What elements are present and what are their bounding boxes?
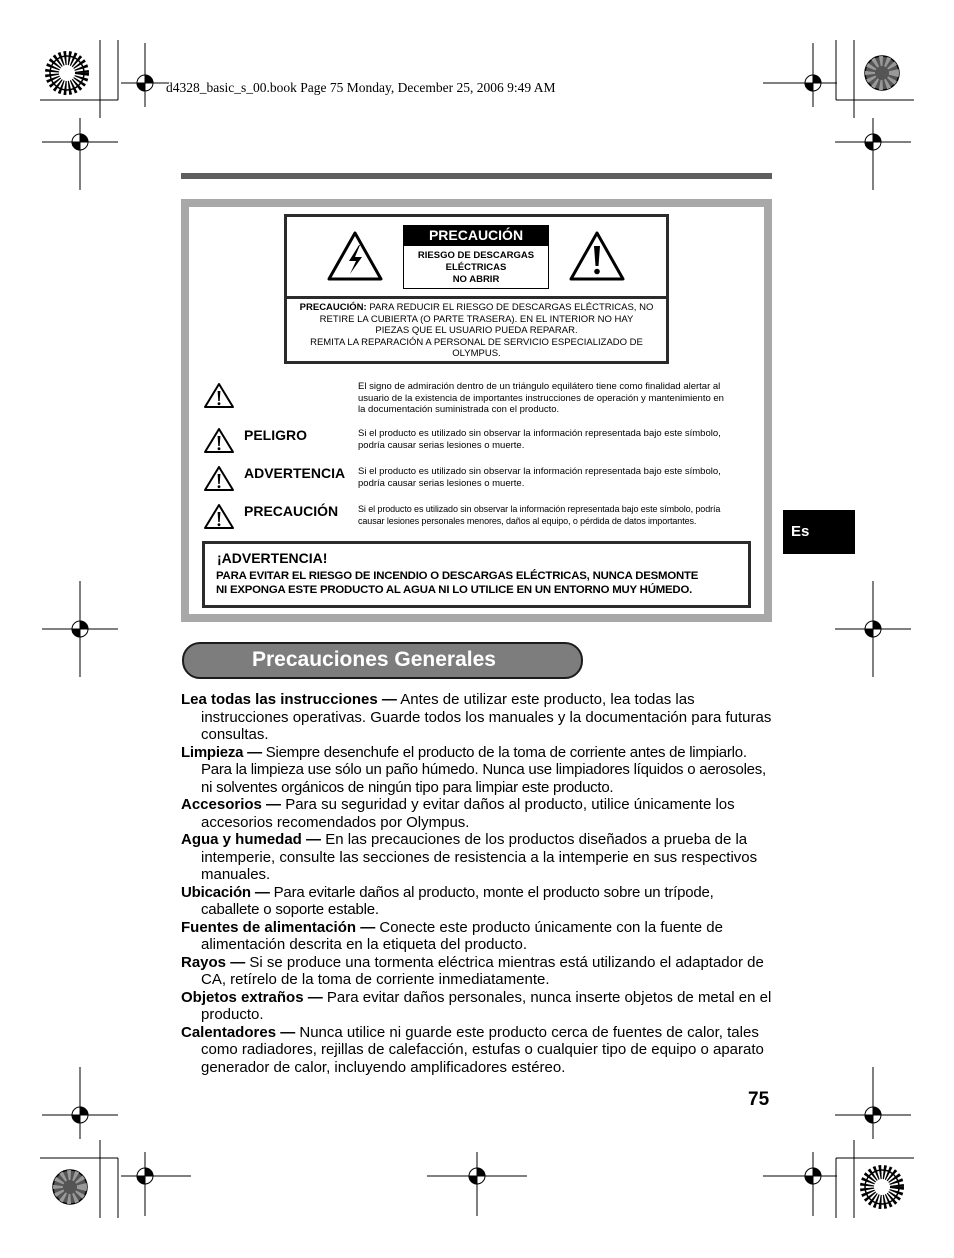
danger-label: PELIGRO [244, 427, 308, 443]
warning-label: ADVERTENCIA [244, 465, 346, 481]
caution-label [284, 214, 669, 364]
section-header [182, 642, 583, 679]
lightning-triangle-icon [327, 231, 383, 281]
precaution-item: Agua y humedad — En las precauciones de los productos diseñados a prueba de la intemperie, consulte las secciones de resistencia a la intemperie en sus respectivos manuales. [181, 831, 758, 883]
warning-title: ¡ADVERTENCIA! [217, 550, 328, 566]
caution-label-title: PRECAUCIÓN [403, 225, 549, 245]
exclamation-triangle-icon [203, 465, 235, 492]
precaution-item: Calentadores — Nunca utilice ni guarde este producto cerca de fuentes de calor, tales como radiadores, rejillas de calefacción, estufas o cualquier tipo de equipo o aparato generador de calor, incluyendo amplificadores estéreo. [181, 1023, 764, 1076]
precaution-item: Rayos — Si se produce una tormenta eléctrica mientras está utilizando el adaptador de CA, retírelo de la toma de corriente inmediatamente. [181, 953, 764, 988]
precaution-item: Lea todas las instrucciones — Antes de utilizar este producto, lea todas las instrucciones operativas. Guarde todos los manuales y la documentación para futuras consultas. [181, 691, 772, 743]
precaution-item: Accesorios — Para su seguridad y evitar daños al producto, utilice únicamente los accesorios recomendados por Olympus. [181, 796, 735, 831]
symbol-description: El signo de admiración dentro de un triángulo equilátero tiene como finalidad alertar al usuario de la existencia de importantes instrucciones de operación y mantenimiento en la documentación suministrada con el producto. [358, 381, 724, 415]
color-wheel-icon [53, 1170, 87, 1204]
color-wheel-icon [865, 56, 899, 90]
page-number: 75 [748, 1089, 770, 1110]
exclamation-triangle-icon [569, 231, 625, 281]
caution-divider [287, 296, 666, 299]
warning-description: Si el producto es utilizado sin observar la información representada bajo este símbolo, podría causar serias lesiones o muerte. [358, 466, 721, 489]
exclamation-triangle-icon [203, 503, 235, 530]
color-wheel-icon [50, 56, 84, 90]
precaution-item: Objetos extraños — Para evitar daños personales, nunca inserte objetos de metal en el producto. [181, 988, 772, 1023]
language-tab: Es [783, 510, 855, 554]
precaution-item: Ubicación — Para evitarle daños al producto, monte el producto sobre un trípode, caballete o soporte estable. [181, 883, 714, 918]
caution-label-subtitle: RIESGO DE DESCARGAS ELÉCTRICAS NO ABRIR [403, 245, 549, 289]
section-title: Precauciones Generales [252, 648, 496, 671]
precaution-item: Limpieza — Siempre desenchufe el producto de la toma de corriente antes de limpiarlo. Para la limpieza use sólo un paño húmedo. Nunca use limpiadores líquidos o aerosoles, ni solventes orgánicos de ningún tipo para limpiar este producto. [181, 743, 766, 796]
precaution-item: Fuentes de alimentación — Conecte este producto únicamente con la fuente de alimentación descrita en la etiqueta del producto. [181, 918, 723, 953]
color-wheel-icon [865, 1170, 899, 1204]
file-info-header: d4328_basic_s_00.book Page 75 Monday, December 25, 2006 9:49 AM [166, 80, 556, 95]
top-rule [181, 173, 772, 179]
caution-level-label: PRECAUCIÓN [244, 503, 339, 519]
danger-description: Si el producto es utilizado sin observar la información representada bajo este símbolo, podría causar serias lesiones o muerte. [358, 428, 721, 451]
warning-text: PARA EVITAR EL RIESGO DE INCENDIO O DESCARGAS ELÉCTRICAS, NUNCA DESMONTE NI EXPONGA ESTE PRODUCTO AL AGUA NI LO UTILICE EN UN ENTORNO MUY HÚMEDO. [216, 570, 699, 596]
precautions-list [181, 691, 773, 1076]
exclamation-triangle-icon [203, 427, 235, 454]
caution-level-description: Si el producto es utilizado sin observar la información representada bajo este símbolo, podría causar lesiones personales menores, daños al equipo, o pérdida de datos importantes. [358, 504, 721, 526]
exclamation-triangle-icon [203, 382, 235, 409]
caution-label-body: PRECAUCIÓN: PARA REDUCIR EL RIESGO DE DESCARGAS ELÉCTRICAS, NO RETIRE LA CUBIERTA (O PARTE TRASERA). EN EL INTERIOR NO HAY PIEZAS QUE EL USUARIO PUEDA REPARAR. REMITA LA REPARACIÓN A PERSONAL DE SERVICIO ESPECIALIZADO DE OLYMPUS. [299, 302, 654, 359]
fire-shock-warning [202, 541, 751, 608]
